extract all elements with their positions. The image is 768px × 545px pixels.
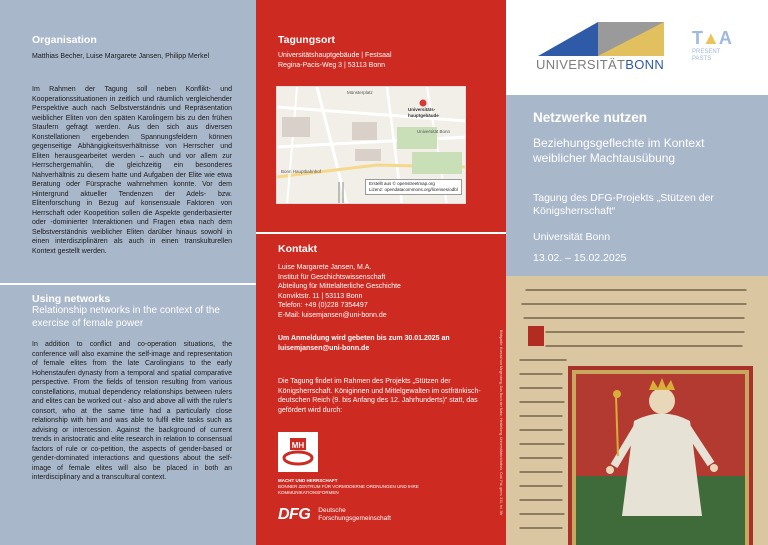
uni-logo-right: BONN [625,57,665,72]
contact-details [278,263,401,320]
right-panel [506,0,768,545]
tpa-mark: T▲A [692,28,731,48]
uni-logo-left: UNIVERSITÄT [536,57,626,72]
tpa-sub-line: PASTS [692,56,712,62]
english-description: In addition to conflict and co-operation situations, the conference will also examine the self-image and representation of female elites from the late Carolingians to the early Hohenstaufen dynasty from a temporal and spatial comparative perspective. From the fields of tension resulting from various constellations, mutual dependency relationships between rulers and elites can be worked out - also and above all with the ruler's consort, who at the same time had a particularly close relationship with him and was able to fulfil elite tasks such as advising or intercession. Against the background of current trends in aristocratic and elite research in relation to consensual factors of rule or co-petition, the aspects of gender-based or gender-dominated interactions and questions about the self-image of female elites will also be placed in both an interdisciplinary and a transcultural context. [32,341,232,481]
contact-line: Telefon: +49 (0)228 7354497 [278,302,368,309]
university-logo-text [536,57,664,72]
venue-line: Regina-Pacis-Weg 3 | 53113 Bonn [278,61,386,69]
tpa-sub [692,49,731,63]
english-heading: Using networks [32,293,111,305]
organisers: Matthias Becher, Luise Margarete Jansen, Philipp Merkel [32,53,210,60]
mh-subtitle: BONNER ZENTRUM FÜR VORMODERNE ORDNUNGEN UND IHRE KOMMUNIKATIONSFORMEN [278,484,419,495]
contact-heading: Kontakt [278,243,318,255]
street-label: Universität Bonn [417,129,451,134]
manuscript-illustration [506,276,768,545]
venue-map[interactable] [276,86,466,204]
image-credit [495,330,503,520]
contact-line: Abteilung für Mittelalterliche Geschichte [278,283,401,290]
street-label: Bonn Hauptbahnhof [281,169,322,174]
credit-line: Lizenz: opendatacommons.org/licenses/odbl [369,187,458,192]
image-credit-text: Bildquelle: Konrad von Megenberg, Das Buch der Natur, Heidelberg, Universitätsbibliothek, Cod. Pal. germ. 311, fol. 38r [499,330,503,516]
dfg-name-line: Deutsche [318,507,346,514]
macht-herrschaft-logo [278,432,318,477]
contact-line: Luise Margarete Jansen, M.A. [278,264,372,271]
english-subtitle: Relationship networks in the context of the exercise of female power [32,305,220,329]
map-credit [365,179,462,195]
university-logo-mark [538,22,668,56]
logo-bar [506,0,768,95]
subtitle: Beziehungsgeflechte im Kontext weiblicher Machtausübung [533,136,705,165]
place: Universität Bonn [533,231,611,243]
tpa-mark-a: T [692,28,702,48]
contact-line: Konviktstr. 11 | 53113 Bonn [278,292,363,300]
map-poi: Universitäts-hauptgebäude [408,107,439,118]
organisation-heading: Organisation [32,34,97,46]
middle-panel [256,0,506,545]
street-label: Münsterplatz [347,90,373,95]
dates: 13.02. – 15.02.2025 [533,252,627,264]
dfg-name-line: Forschungsgemeinschaft [318,515,391,522]
project-note: Die Tagung findet im Rahmen des Projekts „Stützen der Königsherrschaft. Königinnen und Mittelgewalten im ostfränkisch-deutschen Reich (9. bis Anfang des 12. Jahrhunderts)“ statt, das gefördert wird durch: [278,378,481,414]
credit-line: Erstellt aus © openstreetmap.org [369,181,435,186]
venue-address [278,51,392,70]
venue-heading: Tagungsort [278,34,335,46]
tpa-sub-line: PRESENT [692,49,721,55]
contact-line: Institut für Geschichtswissenschaft [278,273,386,281]
dfg-mark: DFG [278,506,311,523]
divider [256,232,506,234]
mh-logo-text: MH [291,441,305,450]
present-pasts-logo [692,28,731,63]
contact-email[interactable]: E-Mail: luisemjansen@uni-bonn.de [278,311,387,319]
tpa-mark-b: A [718,28,731,48]
venue-line: Universitätshauptgebäude | Festsaal [278,52,392,59]
main-title: Netzwerke nutzen [533,110,648,125]
conference-line: Tagung des DFG-Projekts „Stützen der Königsherrschaft“ [533,192,714,217]
dfg-name [318,507,391,523]
mh-logo-icon [278,432,318,472]
german-description: Im Rahmen der Tagung soll neben Konflikt- und Kooperationssituationen in zeitlich und räumlich vergleichender Perspektive auch nach Selbstverständnis und Repräsentation weiblicher Eliten von den späten Karolingern bis zu den frühen Staufern gefragt werden. Aus den sich aus diversen Konstellationen ergebenden Spannungsfeldern können gegenseitige Abhängigkeitsverhältnisse von Herrscher und Eliten herausgearbeitet werden – auch und vor allem zur Herrschergemahlin, die gleichzeitig ein besonderes Nahverhältnis zu diesem hatte und Aufgaben der Elite wie etwa Beratung oder Fürsprache wahrnehmen konnte. Vor dem Hintergrund aktueller Tendenzen der Adels- bzw. Elitenforschung in Bezug auf konsensuale Faktoren von Herrschaft oder Koopetition sollen die Aspekte genderbasierter oder -dominierter Interaktionen und Fragen etwa nach dem Selbstverständnis weiblicher Eliten darüber hinaus sowohl in einen interdisziplinären als auch in einen transkulturellen Kontext gestellt werden. [32,86,232,255]
registration-note: Um Anmeldung wird gebeten bis zum 30.01.2025 an luisemjansen@uni-bonn.de [278,335,450,352]
divider [0,283,256,285]
left-panel [0,0,256,545]
dfg-logo [278,506,391,524]
mh-name: MACHT UND HERRSCHAFT [278,478,338,483]
manuscript-image [506,276,768,545]
